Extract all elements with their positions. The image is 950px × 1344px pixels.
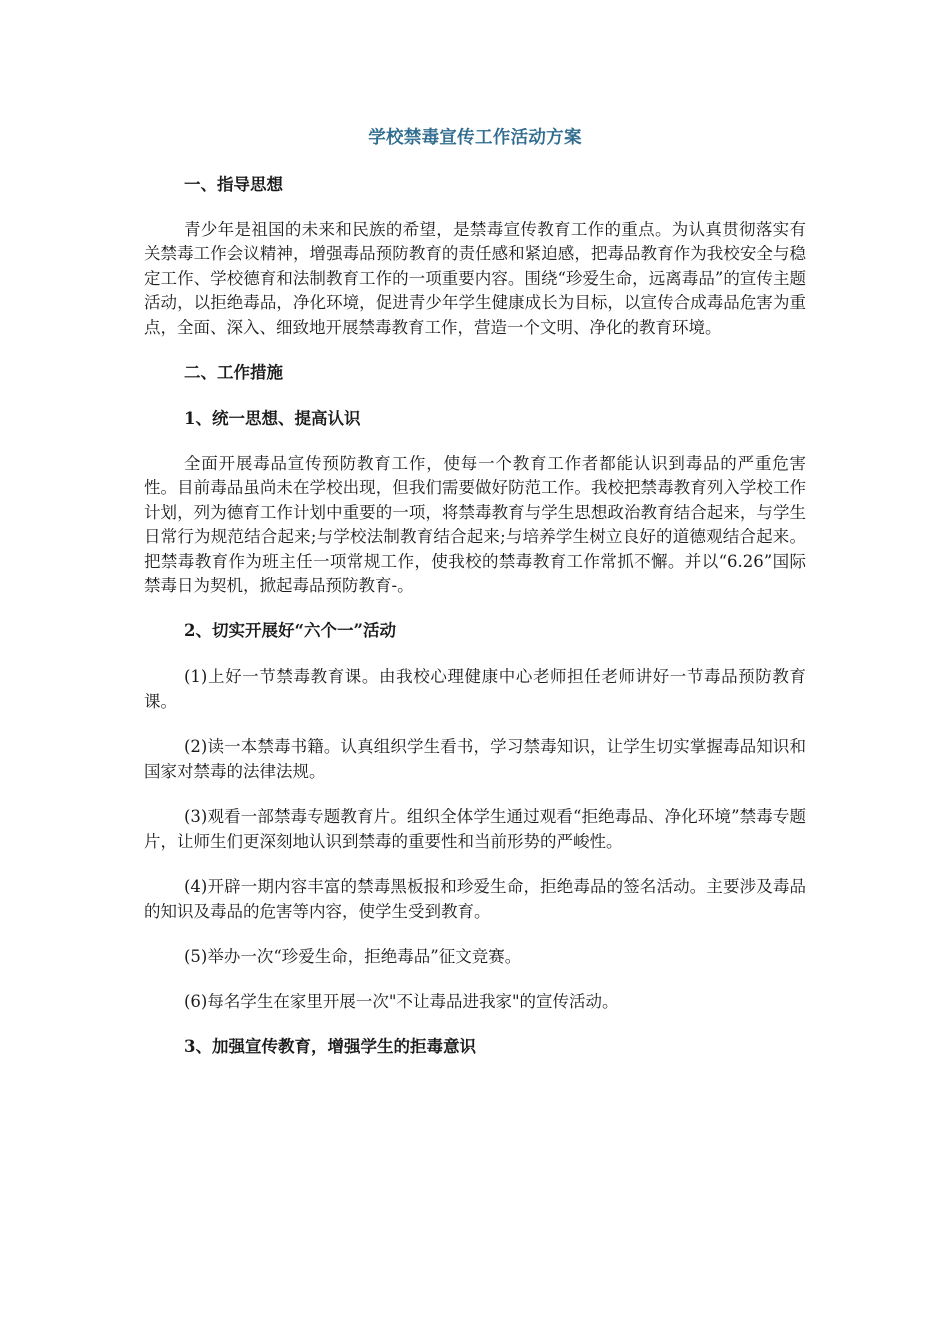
section-heading-work-measures: 二、工作措施 bbox=[184, 363, 283, 383]
activity-item: (6)每名学生在家里开展一次"不让毒品进我家"的宣传活动。 bbox=[184, 992, 619, 1012]
document-body bbox=[144, 124, 806, 1080]
subsection-heading-six-activities: 2、切实开展好“六个一”活动 bbox=[184, 621, 396, 641]
activity-item: (4)开辟一期内容丰富的禁毒黑板报和珍爱生命，拒绝毒品的签名活动。主要涉及毒品的知识及毒品的危害等内容，使学生受到教育。 bbox=[144, 877, 806, 922]
section-paragraph-guiding-ideology: 青少年是祖国的未来和民族的希望，是禁毒宣传教育工作的重点。为认真贯彻落实有关禁毒工作会议精神，增强毒品预防教育的责任感和紧迫感，把毒品教育作为我校安全与稳定工作、学校德育和法制教育工作的一项重要内容。围绕“珍爱生命，远离毒品”的宣传主题活动，以拒绝毒品，净化环境，促进青少年学生健康成长为目标，以宣传合成毒品危害为重点，全面、深入、细致地开展禁毒教育工作，营造一个文明、净化的教育环境。 bbox=[144, 220, 806, 337]
activity-item: (2)读一本禁毒书籍。认真组织学生看书，学习禁毒知识，让学生切实掌握毒品知识和国家对禁毒的法律法规。 bbox=[144, 737, 806, 782]
activity-item: (1)上好一节禁毒教育课。由我校心理健康中心老师担任老师讲好一节毒品预防教育课。 bbox=[144, 667, 806, 712]
section-heading-guiding-ideology: 一、指导思想 bbox=[184, 175, 283, 194]
activity-item: (5)举办一次“珍爱生命，拒绝毒品”征文竞赛。 bbox=[184, 947, 522, 967]
subsection-paragraph-unify-thinking: 全面开展毒品宣传预防教育工作，使每一个教育工作者都能认识到毒品的严重危害性。目前毒品虽尚未在学校出现，但我们需要做好防范工作。我校把禁毒教育列入学校工作计划，列为德育工作计划中重要的一项，将禁毒教育与学生思想政治教育结合起来，与学生日常行为规范结合起来;与学校法制教育结合起来;与培养学生树立良好的道德观结合起来。把禁毒教育作为班主任一项常规工作，使我校的禁毒教育工作常抓不懈。并以“6.26”国际禁毒日为契机，掀起毒品预防教育-。 bbox=[144, 454, 806, 596]
document-title: 学校禁毒宣传工作活动方案 bbox=[368, 128, 582, 148]
subsection-heading-unify-thinking: 1、统一思想、提高认识 bbox=[184, 409, 361, 429]
subsection-heading-strengthen-publicity: 3、加强宣传教育，增强学生的拒毒意识 bbox=[184, 1037, 476, 1057]
activity-item: (3)观看一部禁毒专题教育片。组织全体学生通过观看“拒绝毒品、净化环境”禁毒专题片，让师生们更深刻地认识到禁毒的重要性和当前形势的严峻性。 bbox=[144, 807, 806, 852]
